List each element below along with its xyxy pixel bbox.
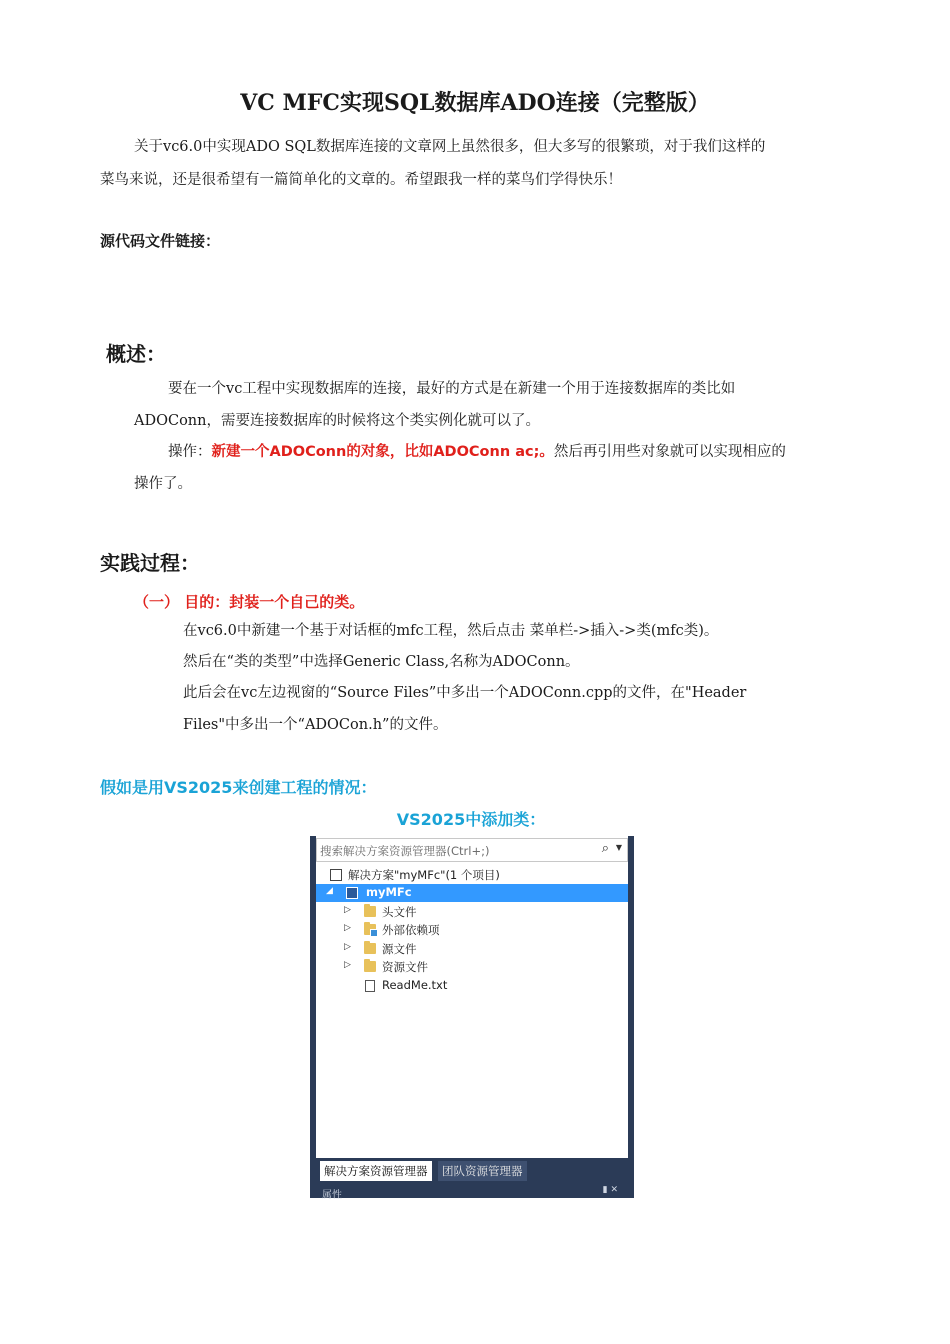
overview-heading: 概述： <box>106 342 166 366</box>
intro-line-2: 菜鸟来说，还是很希望有一篇简单化的文章的。希望跟我一样的菜鸟们学得快乐！ <box>100 172 622 188</box>
tree-item-readme[interactable] <box>316 977 628 995</box>
step1-line-1: 在vc6.0中新建一个基于对话框的mfc工程，然后点击 菜单栏->插入->类(mfc类)。 <box>183 623 719 639</box>
intro-line-1: 关于vc6.0中实现ADO SQL数据库连接的文章网上虽然很多，但大多写的很繁琐，对于我们这样的 <box>134 139 766 155</box>
tree-item-label: 外部依赖项 <box>382 923 440 937</box>
vs-caption: VS2025中添加类： <box>396 810 546 829</box>
tree-item-source-files[interactable] <box>316 940 628 958</box>
tree-item-label: 源文件 <box>382 942 417 956</box>
chevron-down-icon[interactable]: ▼ <box>615 843 622 852</box>
tree-item-label: 资源文件 <box>382 960 428 974</box>
step1-heading: （一） 目的：封装一个自己的类。 <box>134 593 365 611</box>
tree-item-label: ReadMe.txt <box>382 978 448 992</box>
page-title: VC MFC实现SQL数据库ADO连接（完整版） <box>240 90 710 116</box>
collapsed-arrow-icon[interactable]: ▷ <box>344 942 351 952</box>
properties-bar <box>316 1182 628 1201</box>
practice-heading: 实践过程： <box>100 551 200 575</box>
solution-icon <box>330 869 342 881</box>
solution-explorer-screenshot <box>310 836 634 1201</box>
overview-p1-line-1: 要在一个vc工程中实现数据库的连接，最好的方式是在新建一个用于连接数据库的类比如 <box>168 381 736 397</box>
overview-p2-line-1 <box>168 442 786 462</box>
text-file-icon <box>365 980 375 992</box>
collapsed-arrow-icon[interactable]: ▷ <box>344 923 351 933</box>
folder-icon <box>364 906 376 917</box>
tab-solution-explorer[interactable]: 解决方案资源管理器 <box>320 1161 432 1181</box>
overview-p2-rest: 然后再引用些对象就可以实现相应的 <box>553 444 786 460</box>
tab-team-explorer[interactable]: 团队资源管理器 <box>438 1161 527 1181</box>
expanded-arrow-icon[interactable]: ◢ <box>326 886 333 896</box>
source-link-label: 源代码文件链接： <box>100 232 221 250</box>
solution-explorer-body <box>316 836 628 1201</box>
project-label: myMFc <box>366 885 412 899</box>
tree-item-project[interactable] <box>316 884 628 902</box>
tree-item-resource-files[interactable] <box>316 958 628 976</box>
vs-heading: 假如是用VS2025来创建工程的情况： <box>100 778 377 797</box>
folder-icon <box>364 961 376 972</box>
tree-item-external-deps[interactable] <box>316 921 628 939</box>
project-icon <box>346 887 358 899</box>
overview-p2-highlight: 新建一个ADOConn的对象，比如ADOConn ac;。 <box>211 444 554 460</box>
tree-item-header-files[interactable] <box>316 903 628 921</box>
tree-item-label: 头文件 <box>382 905 417 919</box>
step1-line-3: 此后会在vc左边视窗的“Source Files”中多出一个ADOConn.cpp的文件，在"Header <box>183 685 747 701</box>
external-deps-icon <box>364 924 376 935</box>
folder-icon <box>364 943 376 954</box>
search-placeholder: 搜索解决方案资源管理器(Ctrl+;) <box>320 844 490 858</box>
properties-label: 属性 <box>322 1190 342 1201</box>
explorer-tabs <box>316 1158 628 1182</box>
search-icon[interactable]: ⌕ <box>601 841 609 856</box>
pin-icon[interactable]: ▮ ✕ <box>602 1185 618 1195</box>
step1-line-2: 然后在“类的类型”中选择Generic Class,名称为ADOConn。 <box>183 654 580 670</box>
overview-p2-line-2: 操作了。 <box>134 476 192 492</box>
collapsed-arrow-icon[interactable]: ▷ <box>344 905 351 915</box>
step1-line-4: Files"中多出一个“ADOCon.h”的文件。 <box>183 717 448 733</box>
overview-p1-line-2: ADOConn，需要连接数据库的时候将这个类实例化就可以了。 <box>134 413 540 429</box>
solution-search-input[interactable] <box>316 838 628 862</box>
collapsed-arrow-icon[interactable]: ▷ <box>344 960 351 970</box>
tree-item-solution[interactable] <box>316 866 628 884</box>
overview-p2-prefix: 操作： <box>168 444 212 460</box>
solution-label: 解决方案"myMFc"(1 个项目) <box>348 868 500 882</box>
